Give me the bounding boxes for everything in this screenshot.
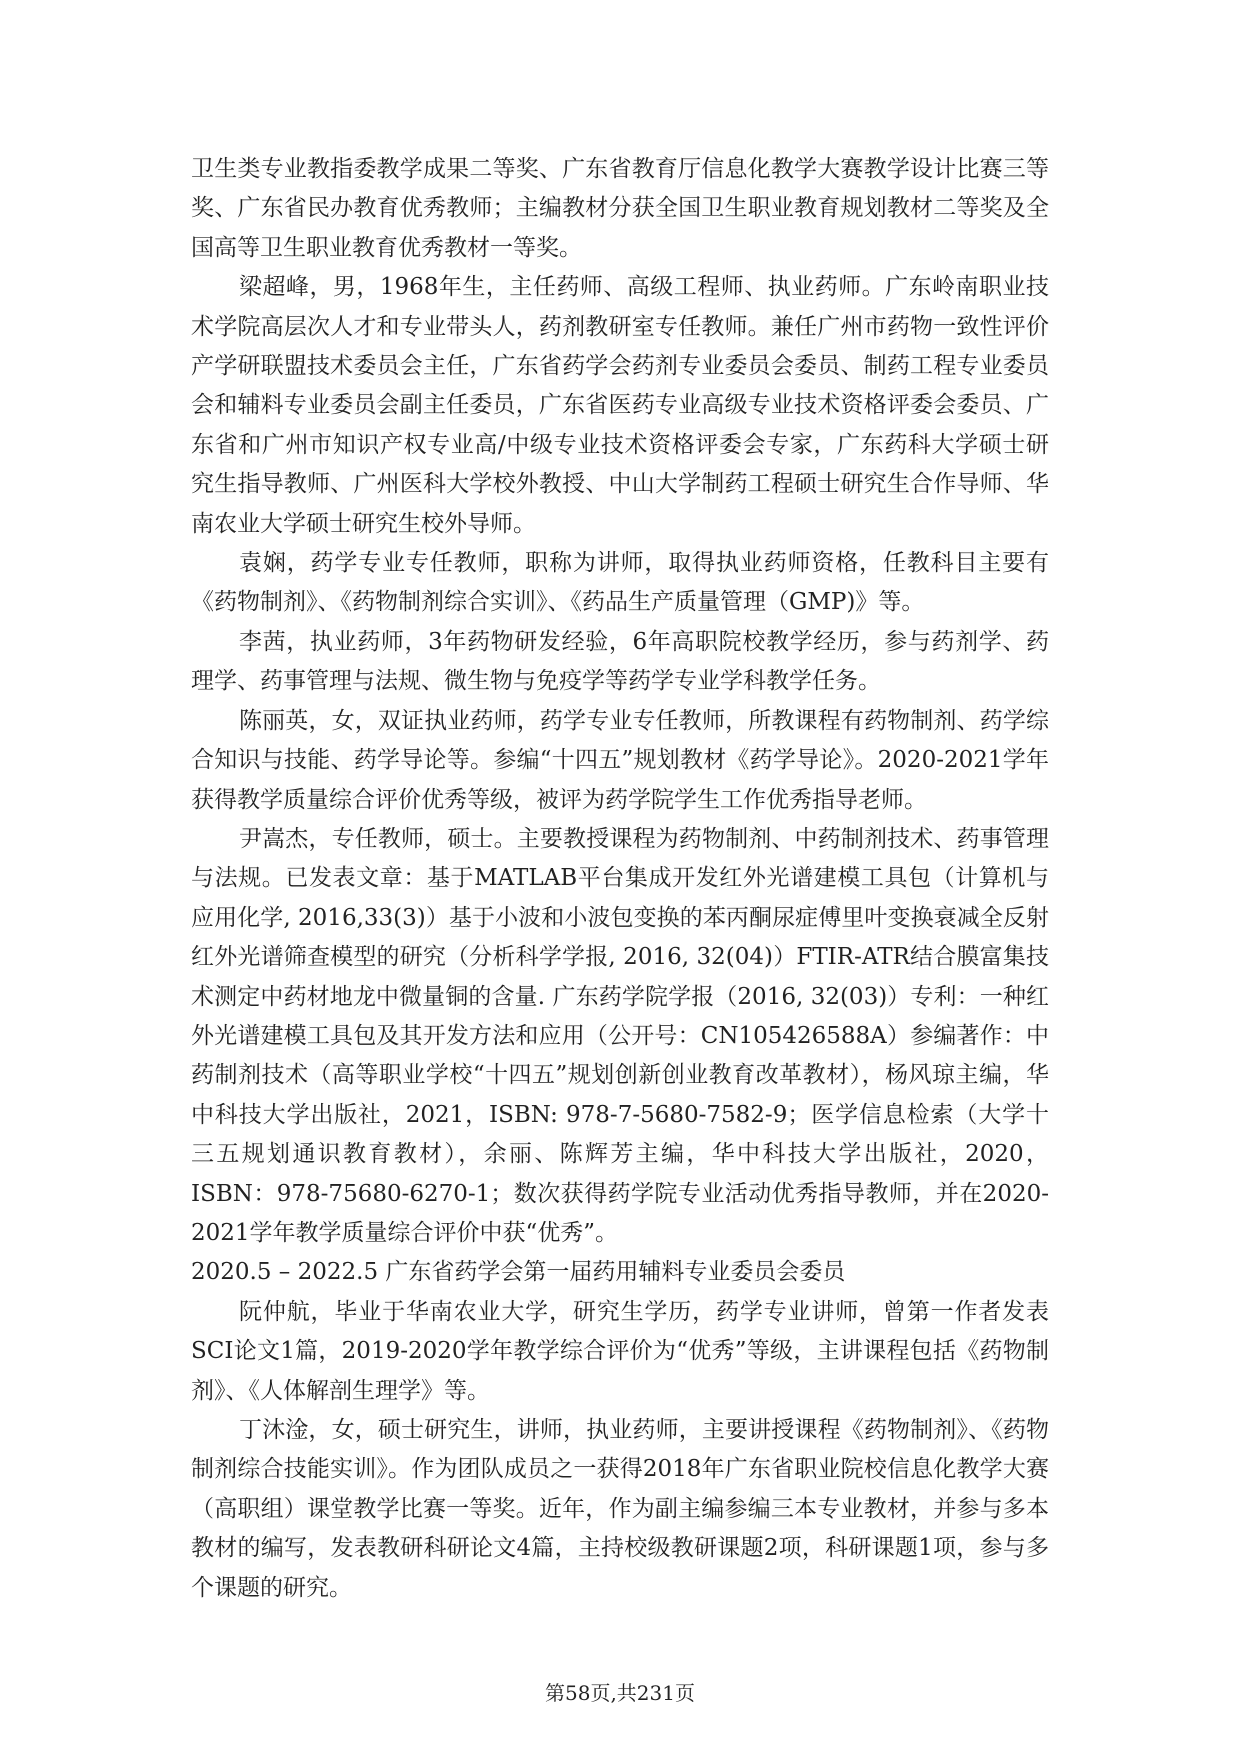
paragraph-yin-songjie: 尹嵩杰，专任教师，硕士。主要教授课程为药物制剂、中药制剂技术、药事管理与法规。已发表文章：基于MATLAB平台集成开发红外光谱建模工具包（计算机与应用化学, 2016,33(3)）基于小波和小波包变换的苯丙酮尿症傅里叶变换衰减全反射红外光谱筛查模型的研究（分析科学学报, 2016, 32(04)）FTIR-ATR结合膜富集技术测定中药材地龙中微量铜的含量. 广东药学院学报（2016, 32(03)）专利：一种红外光谱建模工具包及其开发方法和应用（公开号：CN105426588A）参编著作：中药制剂技术（高等职业学校“十四五”规划创新创业教育改革教材），杨风琼主编，华中科技大学出版社，2021，ISBN: 978-7-5680-7582-9；医学信息检索（大学十三五规划通识教育教材），余丽、陈辉芳主编，华中科技大学出版社，2020，ISBN：978-75680-6270-1；数次获得药学院专业活动优秀指导教师，并在2020-2021学年教学质量综合评价中获“优秀”。 [191,825,1049,1246]
paragraph-ding-mugan: 丁沐淦，女，硕士研究生，讲师，执业药师，主要讲授课程《药物制剂》、《药物制剂综合技能实训》。作为团队成员之一获得2018年广东省职业院校信息化教学大赛（高职组）课堂教学比赛一等奖。近年，作为副主编参编三本专业教材，并参与多本教材的编写，发表教研科研论文4篇，主持校级教研课题2项，科研课题1项，参与多个课题的研究。 [191,1417,1049,1601]
body-text [191,150,1049,1608]
paragraph-li-qian: 李茜，执业药师，3年药物研发经验，6年高职院校教学经历，参与药剂学、药理学、药事管理与法规、微生物与免疫学等药学专业学科教学任务。 [191,628,1049,695]
paragraph-ruan-zhonghang: 阮仲航，毕业于华南农业大学，研究生学历，药学专业讲师，曾第一作者发表SCI论文1篇，2019-2020学年教学综合评价为“优秀”等级，主讲课程包括《药物制剂》、《人体解剖生理学》等。 [191,1298,1049,1404]
paragraph-yuan-xian: 袁娴，药学专业专任教师，职称为讲师，取得执业药师资格，任教科目主要有《药物制剂》、《药物制剂综合实训》、《药品生产质量管理（GMP)》等。 [191,550,1049,616]
page-number-footer: 第58页,共231页 [545,1681,695,1705]
paragraph-chen-liying: 陈丽英，女，双证执业药师，药学专业专任教师，所教课程有药物制剂、药学综合知识与技能、药学导论等。参编“十四五”规划教材《药学导论》。2020-2021学年获得教学质量综合评价优秀等级，被评为药学院学生工作优秀指导老师。 [191,707,1049,813]
paragraph-liang-chaofeng: 梁超峰，男，1968年生，主任药师、高级工程师、执业药师。广东岭南职业技术学院高层次人才和专业带头人，药剂教研室专任教师。兼任广州市药物一致性评价产学研联盟技术委员会主任，广东省药学会药剂专业委员会委员、制药工程专业委员会和辅料专业委员会副主任委员，广东省医药专业高级专业技术资格评委会委员、广东省和广州市知识产权专业高/中级专业技术资格评委会专家，广东药科大学硕士研究生指导教师、广州医科大学校外教授、中山大学制药工程硕士研究生合作导师、华南农业大学硕士研究生校外导师。 [191,274,1049,537]
paragraph-committee-term: 2020.5 – 2022.5 广东省药学会第一届药用辅料专业委员会委员 [191,1259,846,1286]
paragraph-continuation: 卫生类专业教指委教学成果二等奖、广东省教育厅信息化教学大赛教学设计比赛三等奖、广东省民办教育优秀教师；主编教材分获全国卫生职业教育规划教材二等奖及全国高等卫生职业教育优秀教材一等奖。 [191,156,1049,261]
